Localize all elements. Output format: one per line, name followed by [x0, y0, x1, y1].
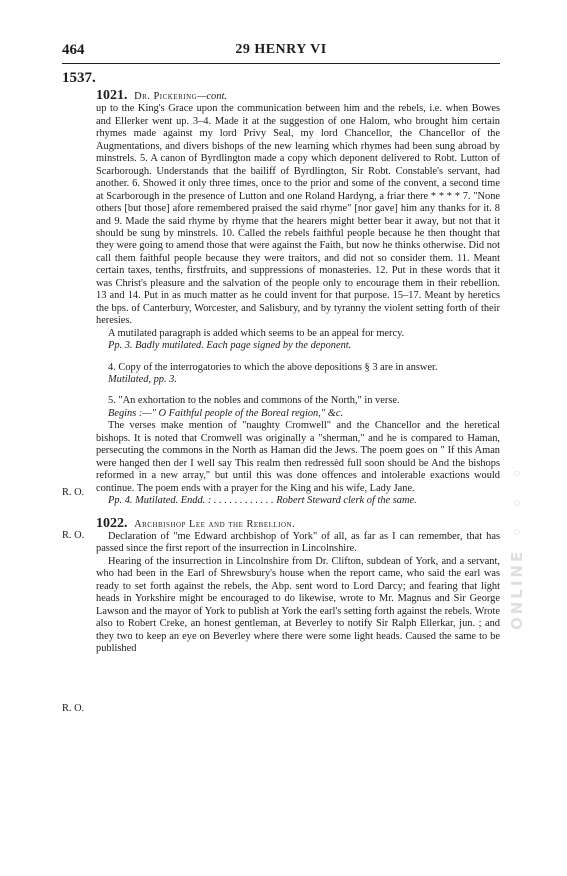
mutilated-paragraph-note: A mutilated paragraph is added which seems to be an appeal for mercy. — [108, 327, 405, 339]
entry-title: Archbishop Lee and the Rebellion. — [134, 518, 296, 530]
entry-heading-1022 — [96, 515, 500, 531]
year-heading: 1537. — [62, 70, 96, 86]
item-5-note: Pp. 4. Mutilated. Endd. : . . . . . . . . . . . . Robert Steward clerk of the same. — [108, 495, 417, 507]
entry-number: 1022. — [96, 515, 128, 531]
header-rule — [62, 63, 500, 64]
margin-note-ro: R. O. — [62, 487, 85, 498]
item-4-note: Mutilated, pp. 3. — [108, 373, 177, 385]
deposition-paragraph: up to the King's Grace upon the communication between him and the rebels, i.e. when Bowes and Ellerker went up. 3–4. Made it at the suggestion of one Halom, who brought him certain rhymes made against my lord Privy Seal, my lord Chancellor, the Chancellor of the Augmentations, and divers bishops of the new learning which rhymes had been sung abroad by minstrels. 5. A canon of Byrdlington made a copy which deponent delivered to Robt. Lutton of Scarborough. Understands that the bailiff of Byrdlington, Sir Robt. Constable's servant, had another. 6. Showed it only three times, once to the prior and some of the convent, a second time at Scarborough in the presence of Lutton and one Roland Hardyng, a friar there * * * * 7. "None others [but those] afore remembered praised the said rhyme" [nor gave] him any thanks for it. 8 and 9. Made the said rhyme by rhyme that the hearers might better bear it away, but not that it should be sung by minstrels. 10. Called the rebels faithful people because he then thought that they were going to amend those that were against the Faith, but now he thinks otherwise. Did not call them faithful people because they were traitors, and did not so consider them. 11. Meant certain taxes, tenths, firstfruits, and suppressions of monasteries. 12. Put in these words that it was Christ's pleasure and the salvation of the people only to encourage them in their rebellion. 13 and 14. Put in as much matter as he could invent for that purpose. 15–17. Meant by heretics the bps. of Canterbury, Worcester, and Salisbury, and by tyranny the violent setting forth of their heresies. — [96, 103, 500, 327]
entry-title: Dr. Pickering — [134, 91, 198, 102]
declaration-paragraph: Declaration of "me Edward archbishop of York" of all, as far as I can remember, that has passed since the first report of the insurrection in Lincolnshire. — [96, 530, 500, 555]
item-5-body: The verses make mention of "naughty Cromwell" and the Chancellor and the heretical bishops. It is noted that Cromwell was originally a "sherman," and he is compared to Haman, persecuting the commons in the North as Haman did the Jews. The poem goes on " If this Aman were hanged then der I well say This realm then redressèd full soon should be And the bishops reformed in a new array," but until this was done offences and intolerable exactions would continue. The poem ends with a prayer for the King and his wife, Lady Jane. — [96, 420, 500, 494]
entry-heading-1021 — [96, 90, 500, 103]
margin-note-ro: R. O. — [62, 530, 85, 541]
item-5-begins: Begins :—" O Faithful people of the Boreal region," &c. — [108, 407, 344, 419]
margin-note-ro: R. O. — [62, 703, 85, 714]
entry-number: 1021. — [96, 88, 128, 103]
page-header — [62, 42, 500, 60]
item-5: 5. "An exhortation to the nobles and commons of the North," in verse. — [108, 395, 400, 407]
entry-title-suffix: —cont. — [197, 91, 227, 102]
item-4: 4. Copy of the interrogatories to which the above depositions § 3 are in answer. — [108, 361, 438, 373]
physical-note: Pp. 3. Badly mutilated. Each page signed by the deponent. — [108, 340, 352, 352]
narrative-paragraph: Hearing of the insurrection in Lincolnshire from Dr. Clifton, subdean of York, and a servant, who had been in the Earl of Shrewsbury's house when the report came, who said the earl was ready to set forth against the rebels, the Abp. sent word to Lord Darcy; and fearing that light heads in Yorkshire might be encouraged to do likewise, wrote to Mr. Magnus and Sir George Lawson and the mayor of York to publish at York the earl's setting forth against the rebels. Wrote also to Robert Creke, an honest gentleman, at Beverley to notify Sir Ralph Ellerkar, jun. ; and they two to keep an eye on Beverley where there were some light heads. Caused the same to be published — [96, 555, 500, 655]
library-watermark: ONLINE ◦ ◦ ◦ — [508, 461, 526, 630]
running-head: 29 HENRY VI — [235, 42, 327, 57]
page-number: 464 — [62, 42, 85, 58]
main-text — [96, 86, 500, 655]
